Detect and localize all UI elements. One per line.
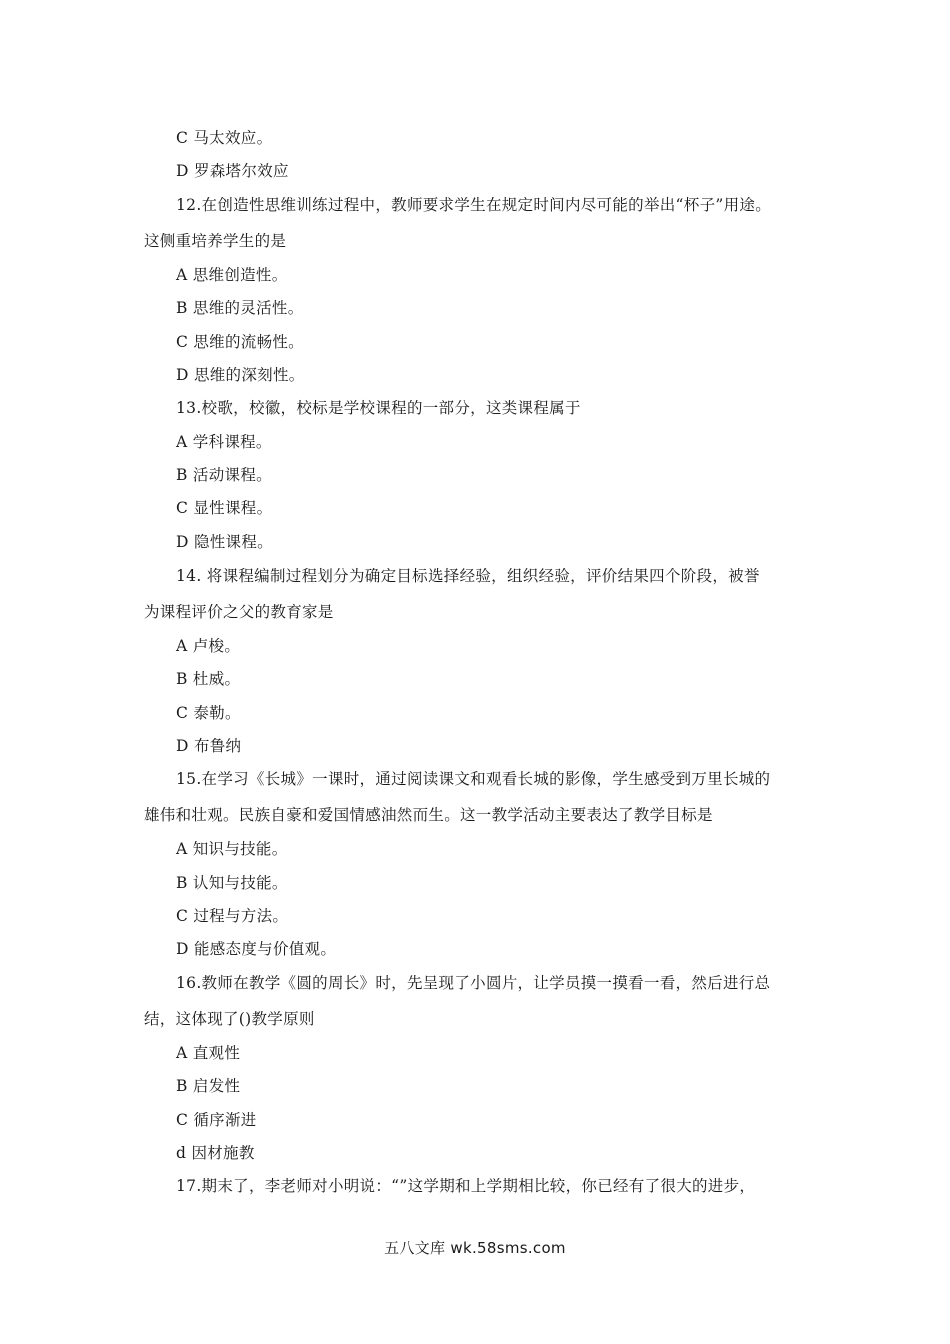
question-14-line2: 为课程评价之父的教育家是 bbox=[144, 603, 334, 621]
option-d-q14: D 布鲁纳 bbox=[176, 737, 242, 755]
option-d-q11: D 罗森塔尔效应 bbox=[176, 162, 289, 180]
option-a-q16: A 直观性 bbox=[176, 1044, 241, 1062]
question-16-line2: 结，这体现了()教学原则 bbox=[144, 1010, 315, 1028]
option-c-q12: C 思维的流畅性。 bbox=[176, 333, 304, 351]
question-14-line1: 14. 将课程编制过程划分为确定目标选择经验，组织经验，评价结果四个阶段，被誉 bbox=[176, 567, 760, 585]
option-d-q16: d 因材施教 bbox=[176, 1144, 255, 1162]
option-c-q16: C 循序渐进 bbox=[176, 1111, 257, 1129]
option-b-q15: B 认知与技能。 bbox=[176, 874, 288, 892]
question-15-line1: 15.在学习《长城》一课时，通过阅读课文和观看长城的影像，学生感受到万里长城的 bbox=[176, 770, 771, 788]
option-d-q15: D 能感态度与价值观。 bbox=[176, 940, 337, 958]
option-c-q11: C 马太效应。 bbox=[176, 129, 273, 147]
option-c-q14: C 泰勒。 bbox=[176, 704, 241, 722]
option-b-q16: B 启发性 bbox=[176, 1077, 241, 1095]
option-a-q12: A 思维创造性。 bbox=[176, 266, 288, 284]
question-12-line1: 12.在创造性思维训练过程中，教师要求学生在规定时间内尽可能的举出“杯子”用途。 bbox=[176, 196, 772, 214]
option-a-q14: A 卢梭。 bbox=[176, 637, 241, 655]
page-footer: 五八文库 wk.58sms.com bbox=[384, 1239, 566, 1257]
option-b-q14: B 杜威。 bbox=[176, 670, 241, 688]
question-15-line2: 雄伟和壮观。民族自豪和爱国情感油然而生。这一教学活动主要表达了教学目标是 bbox=[144, 806, 713, 824]
option-d-q12: D 思维的深刻性。 bbox=[176, 366, 305, 384]
option-a-q15: A 知识与技能。 bbox=[176, 840, 288, 858]
option-c-q13: C 显性课程。 bbox=[176, 499, 273, 517]
question-13: 13.校歌，校徽，校标是学校课程的一部分，这类课程属于 bbox=[176, 399, 581, 417]
option-d-q13: D 隐性课程。 bbox=[176, 533, 273, 551]
question-12-line2: 这侧重培养学生的是 bbox=[144, 232, 287, 250]
option-a-q13: A 学科课程。 bbox=[176, 433, 272, 451]
option-c-q15: C 过程与方法。 bbox=[176, 907, 289, 925]
option-b-q12: B 思维的灵活性。 bbox=[176, 299, 304, 317]
question-17-line1: 17.期末了，李老师对小明说：“”这学期和上学期相比较，你已经有了很大的进步， bbox=[176, 1177, 756, 1195]
option-b-q13: B 活动课程。 bbox=[176, 466, 272, 484]
question-16-line1: 16.教师在教学《圆的周长》时，先呈现了小圆片，让学员摸一摸看一看，然后进行总 bbox=[176, 974, 771, 992]
